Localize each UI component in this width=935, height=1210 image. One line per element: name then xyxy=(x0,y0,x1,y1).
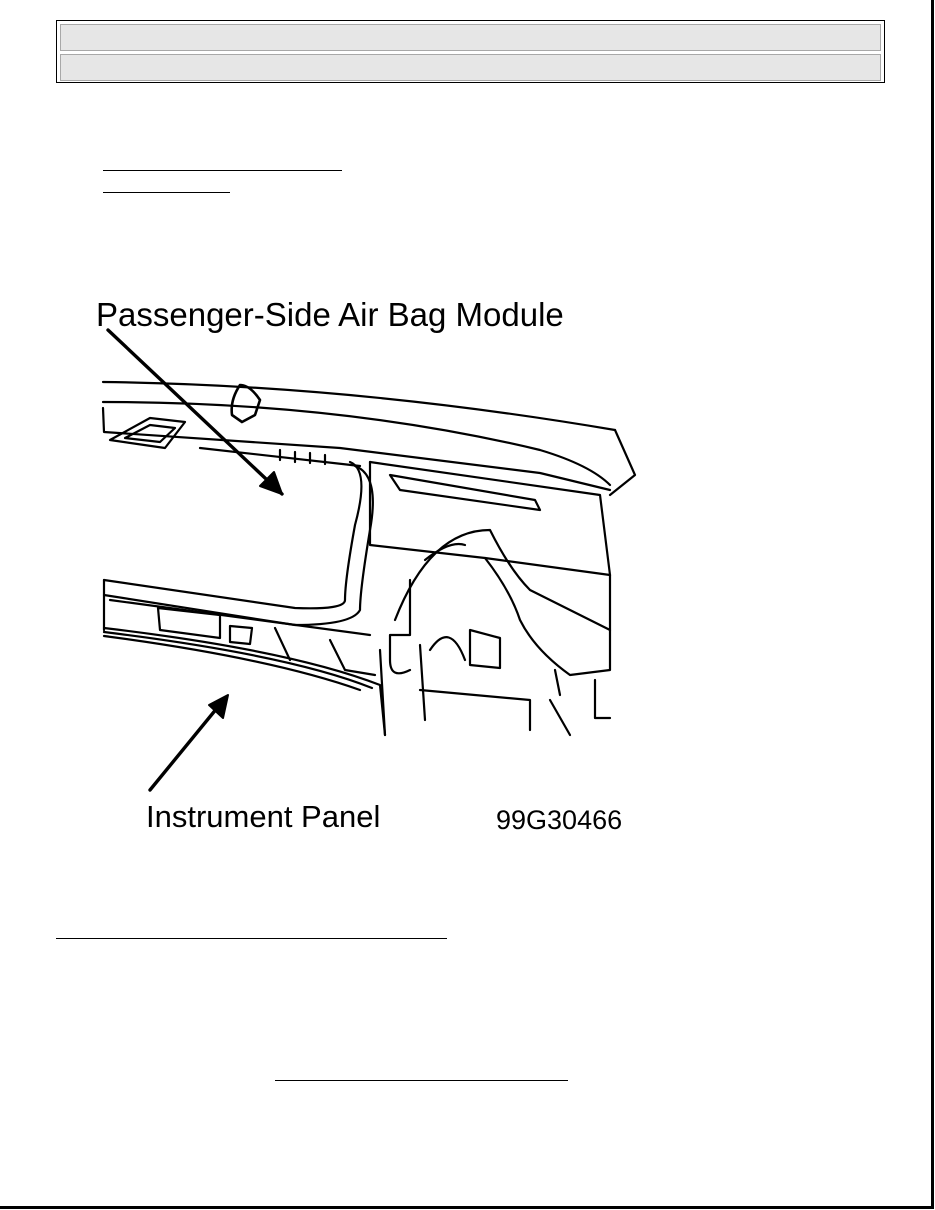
hyperlink-underline[interactable] xyxy=(275,1080,568,1081)
hyperlink-underline[interactable] xyxy=(103,170,342,171)
instrument-panel-callout: Instrument Panel xyxy=(146,799,381,834)
header-subtitle-bar xyxy=(60,54,881,81)
dashboard-line-drawing xyxy=(90,290,650,850)
figure-code: 99G30466 xyxy=(496,805,623,835)
header-title-bar xyxy=(60,24,881,51)
airbag-module-callout: Passenger-Side Air Bag Module xyxy=(96,296,564,333)
document-header xyxy=(56,20,885,83)
hyperlink-underline[interactable] xyxy=(56,938,447,939)
airbag-location-figure xyxy=(90,290,650,850)
hyperlink-underline[interactable] xyxy=(103,192,230,193)
